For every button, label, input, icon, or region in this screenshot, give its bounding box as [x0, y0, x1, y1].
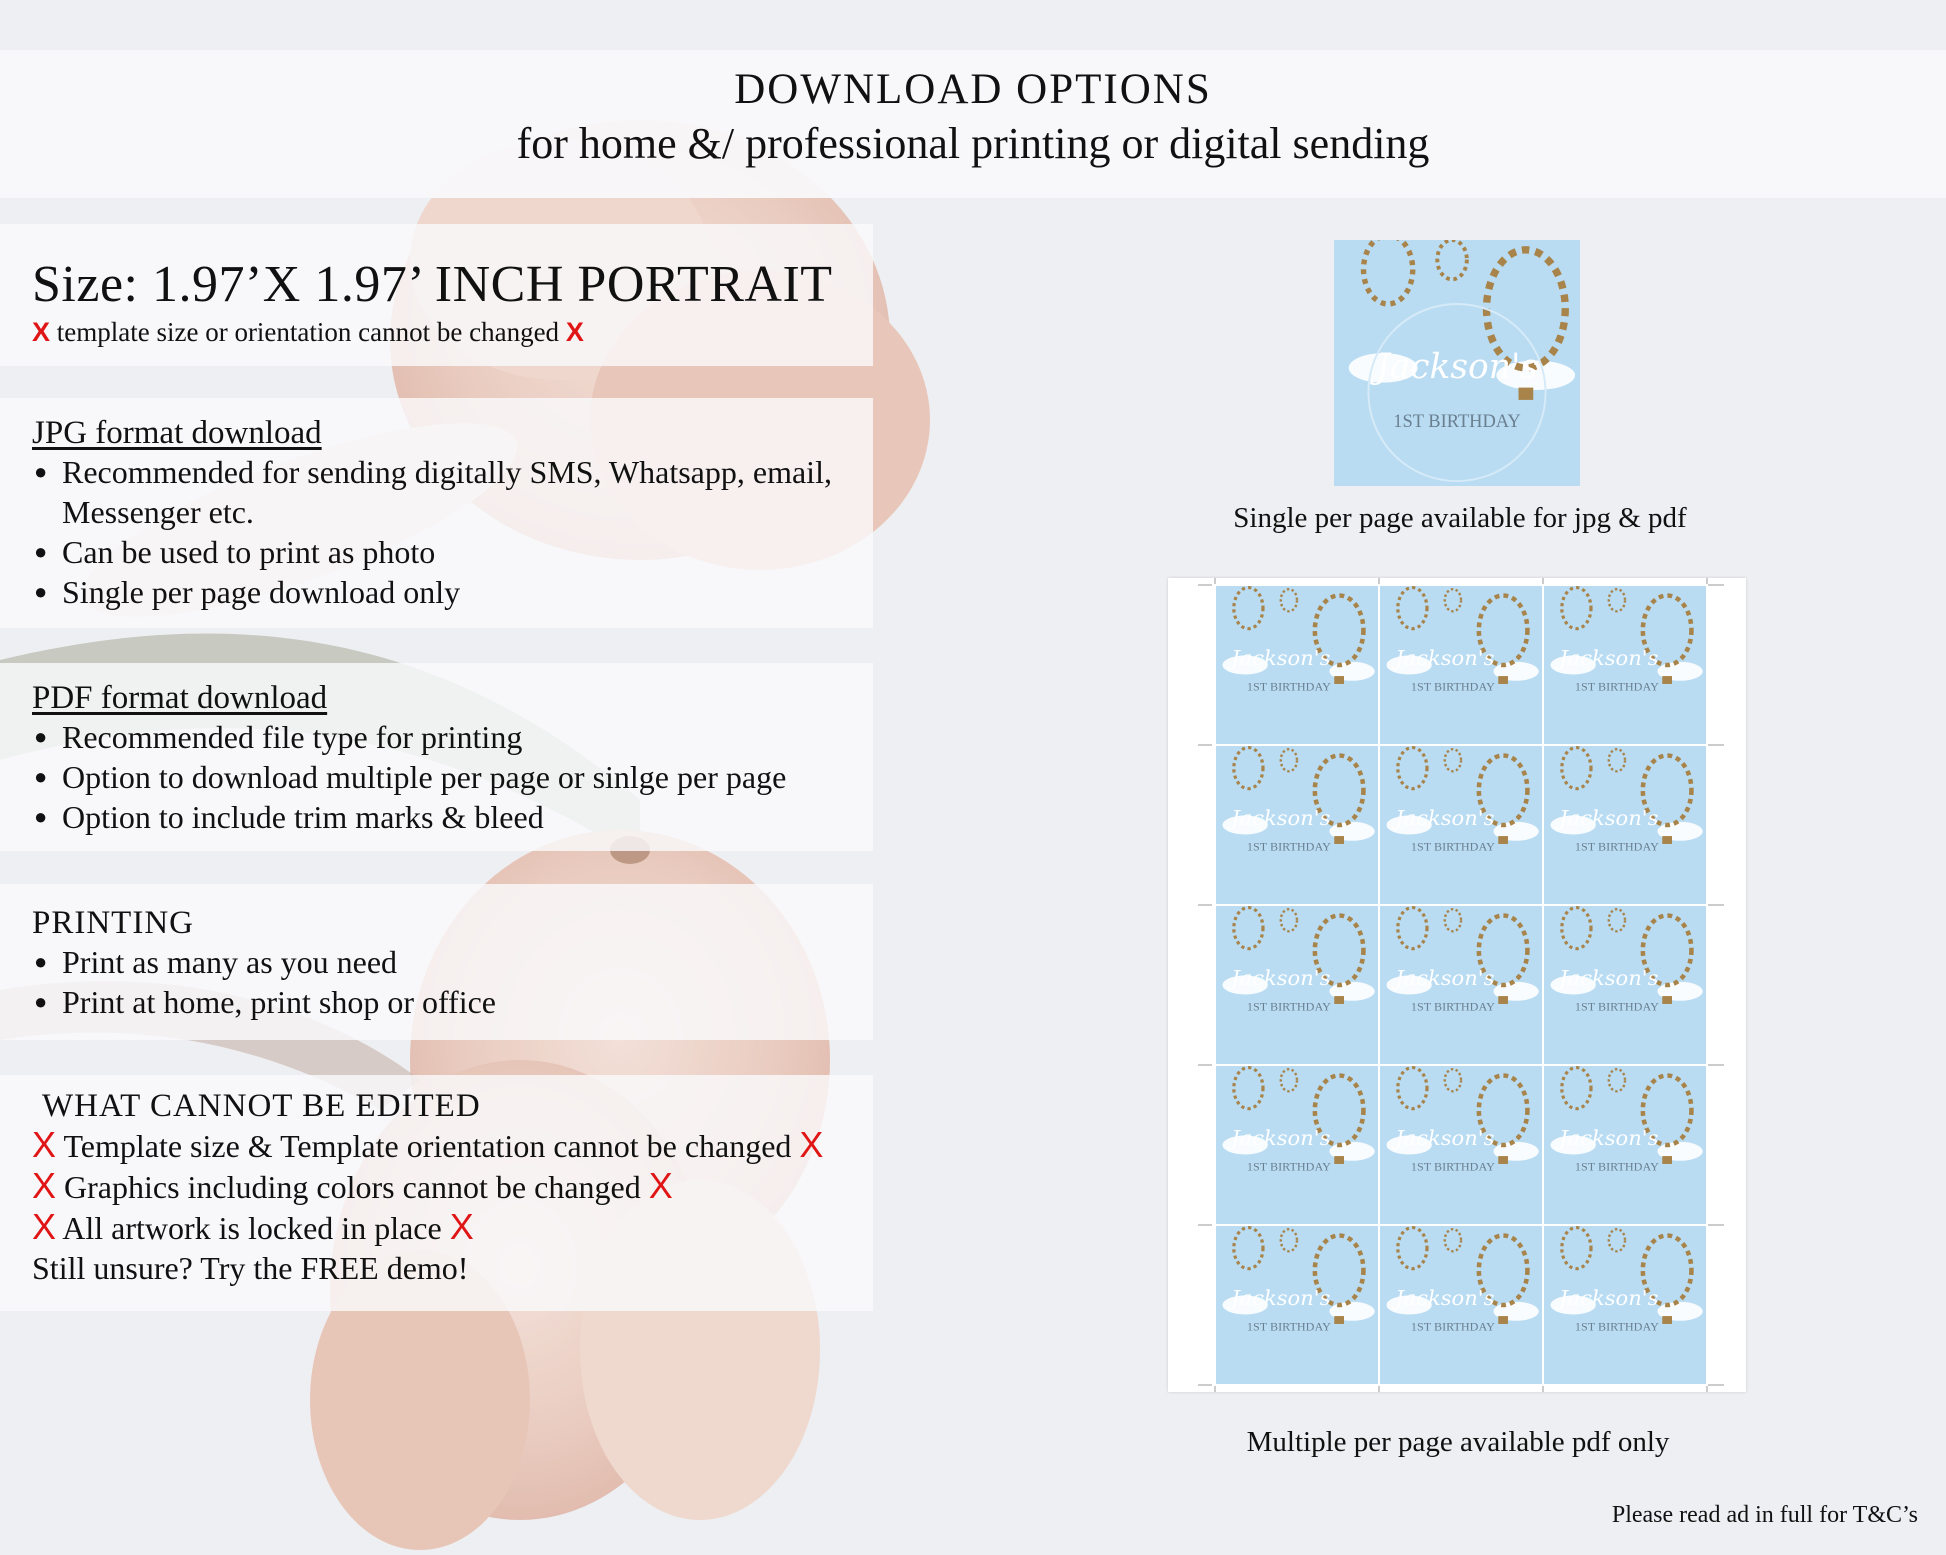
demo-line: Still unsure? Try the FREE demo!	[32, 1250, 469, 1286]
sheet-tag-label: 1ST BIRTHDAY	[1574, 679, 1659, 694]
not-editable-line	[32, 1125, 873, 1166]
tag-name: Jackson's	[1375, 346, 1539, 387]
page-subtitle: for home &/ professional printing or digital sending	[516, 119, 1430, 168]
not-editable-line	[32, 1166, 873, 1207]
sheet-tag-label: 1ST BIRTHDAY	[1574, 1319, 1659, 1334]
page-title: DOWNLOAD OPTIONS	[734, 66, 1212, 113]
sheet-tag-label: 1ST BIRTHDAY	[1246, 1319, 1331, 1334]
red-x-mark: X	[32, 1124, 57, 1165]
size-panel	[0, 224, 873, 366]
sheet-tag-label: 1ST BIRTHDAY	[1246, 679, 1331, 694]
sheet-tag-name: Jackson's	[1395, 806, 1495, 830]
not-editable-text: Template size & Template orientation cannot be changed	[63, 1128, 792, 1164]
list-item: ● Print at home, print shop or office	[32, 982, 873, 1022]
multi-sheet-preview	[1168, 578, 1746, 1392]
list-item: ● Print as many as you need	[32, 942, 873, 982]
size-note	[32, 316, 873, 348]
list-item-text: Recommended for sending digitally SMS, Whatsapp, email,	[62, 454, 832, 490]
sheet-tag-name: Jackson's	[1395, 1286, 1495, 1310]
sheet-tag	[1544, 1066, 1706, 1224]
header-banner	[0, 50, 1946, 198]
list-item: ● Can be used to print as photo	[32, 532, 873, 572]
sheet-tag	[1380, 586, 1542, 744]
sheet-tag	[1216, 586, 1378, 744]
pdf-list	[32, 717, 873, 837]
size-title: Size: 1.97’X 1.97’ INCH PORTRAIT	[32, 256, 833, 313]
sheet-tag	[1216, 1226, 1378, 1384]
sheet-tag-name: Jackson's	[1395, 1126, 1495, 1150]
sheet-tag	[1216, 746, 1378, 904]
multiple-caption: Multiple per page available pdf only	[1246, 1426, 1670, 1458]
sheet-tag	[1216, 906, 1378, 1064]
sheet-tag-label: 1ST BIRTHDAY	[1410, 1319, 1495, 1334]
list-item-text: Messenger etc.	[62, 494, 254, 530]
sheet-tag-name: Jackson's	[1231, 966, 1331, 990]
tag-label: 1ST BIRTHDAY	[1393, 410, 1521, 431]
sheet-tag-name: Jackson's	[1231, 1286, 1331, 1310]
sheet-tag	[1380, 906, 1542, 1064]
list-item	[32, 452, 873, 532]
not-editable-heading: WHAT CANNOT BE EDITED	[42, 1088, 481, 1124]
sheet-tag-name: Jackson's	[1559, 1126, 1659, 1150]
sheet-tag-name: Jackson's	[1559, 1286, 1659, 1310]
red-x-mark: X	[565, 317, 584, 347]
sheet-tag	[1544, 1226, 1706, 1384]
jpg-list	[32, 452, 873, 612]
size-note-text: template size or orientation cannot be changed	[56, 317, 560, 347]
printing-panel	[0, 884, 873, 1040]
sheet-tag-name: Jackson's	[1395, 966, 1495, 990]
not-editable-line	[32, 1207, 873, 1248]
sheet-tag-label: 1ST BIRTHDAY	[1246, 999, 1331, 1014]
pdf-panel	[0, 663, 873, 851]
sheet-tag-name: Jackson's	[1395, 646, 1495, 670]
red-x-mark: X	[799, 1124, 824, 1165]
sheet-tag-label: 1ST BIRTHDAY	[1246, 1159, 1331, 1174]
sheet-tag-name: Jackson's	[1559, 806, 1659, 830]
list-item: ● Option to include trim marks & bleed	[32, 797, 873, 837]
list-item: ● Option to download multiple per page or sinlge per page	[32, 757, 873, 797]
jpg-heading: JPG format download	[32, 415, 322, 451]
sheet-tag-label: 1ST BIRTHDAY	[1410, 999, 1495, 1014]
sheet-tag-label: 1ST BIRTHDAY	[1574, 999, 1659, 1014]
not-editable-panel	[0, 1075, 873, 1311]
list-item: ● Single per page download only	[32, 572, 873, 612]
sheet-tag	[1544, 746, 1706, 904]
sheet-tag-label: 1ST BIRTHDAY	[1574, 1159, 1659, 1174]
red-x-mark: X	[32, 317, 51, 347]
pdf-heading: PDF format download	[32, 680, 328, 716]
sheet-tag-name: Jackson's	[1559, 966, 1659, 990]
sheet-grid	[1168, 578, 1746, 1392]
printing-list	[32, 942, 873, 1022]
sheet-tag-name: Jackson's	[1559, 646, 1659, 670]
single-caption: Single per page available for jpg & pdf	[1233, 502, 1687, 534]
sheet-tag	[1380, 746, 1542, 904]
single-tag-preview	[1334, 240, 1580, 486]
sheet-tag-name: Jackson's	[1231, 646, 1331, 670]
sheet-tag-name: Jackson's	[1231, 1126, 1331, 1150]
terms-note: Please read ad in full for T&C’s	[1611, 1502, 1918, 1528]
printing-heading: PRINTING	[32, 905, 194, 941]
jpg-panel	[0, 398, 873, 628]
sheet-tag	[1216, 1066, 1378, 1224]
sheet-tag	[1544, 906, 1706, 1064]
red-x-mark: X	[32, 1165, 57, 1206]
sheet-tag	[1380, 1066, 1542, 1224]
sheet-tag-name: Jackson's	[1231, 806, 1331, 830]
sheet-tag-label: 1ST BIRTHDAY	[1410, 1159, 1495, 1174]
red-x-mark: X	[648, 1165, 673, 1206]
not-editable-text: Graphics including colors cannot be changed	[64, 1169, 641, 1205]
list-item: ● Recommended file type for printing	[32, 717, 873, 757]
not-editable-text: All artwork is locked in place	[62, 1210, 442, 1246]
sheet-tag-label: 1ST BIRTHDAY	[1246, 839, 1331, 854]
sheet-tag-label: 1ST BIRTHDAY	[1410, 839, 1495, 854]
sheet-tag-label: 1ST BIRTHDAY	[1410, 679, 1495, 694]
sheet-tag	[1544, 586, 1706, 744]
red-x-mark: X	[449, 1206, 474, 1247]
sheet-tag-label: 1ST BIRTHDAY	[1574, 839, 1659, 854]
sheet-tag	[1380, 1226, 1542, 1384]
red-x-mark: X	[32, 1206, 57, 1247]
